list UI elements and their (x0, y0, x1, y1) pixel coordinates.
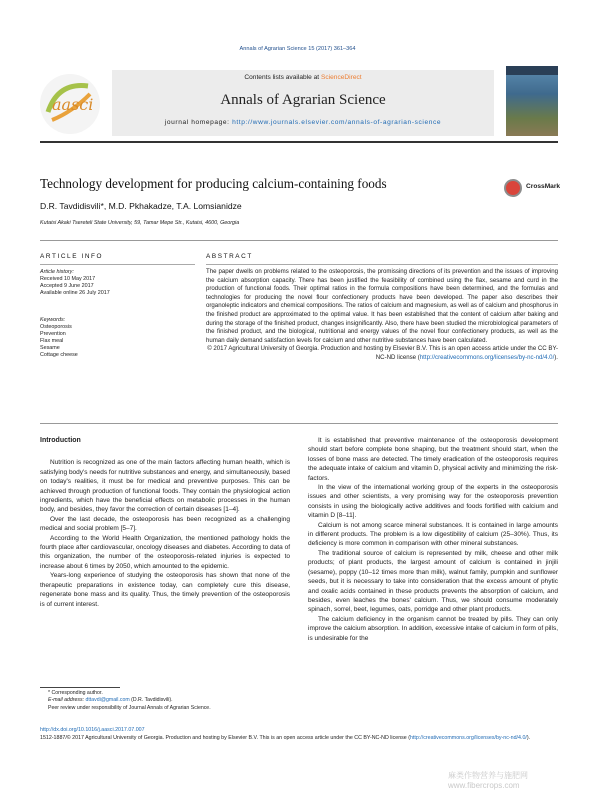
abstract-rule (206, 264, 558, 265)
paragraph: In the view of the international working group of the experts in the osteoporosis issues and other scientists, a very promising way for the osteoporosis prevention consists in using the biologically active additives and foods fortified with calcium and vitamin D [8–11]. (308, 484, 558, 520)
homepage-link[interactable]: http://www.journals.elsevier.com/annals-of-agrarian-science (232, 119, 442, 126)
paragraph: According to the World Health Organization, the mentioned pathology holds the fourth place after cardiovascular, oncology diseases and diabetes. According to data of this organization, the number of the osteoporosis-related injuries is expected to increase about 6 times by 2050, which amounted to the epidemic. (40, 534, 290, 570)
svg-text:aasci: aasci (52, 95, 94, 114)
history-label: Article history: (40, 269, 74, 275)
article-info-rule (40, 264, 195, 265)
footnote (48, 690, 308, 712)
article-title: Technology development for producing calcium-containing foods (40, 176, 387, 191)
paragraph: The calcium deficiency in the organism cannot be treated by pills. They can only improve the calcium absorption. In addition, excessive intake of calcium in form of pills, is undesirable for the (308, 615, 558, 642)
footer-license-link[interactable]: http://creativecommons.org/licenses/by-nc-nd/4.0/ (409, 734, 527, 741)
paragraph: It is established that preventive maintenance of the osteoporosis development should start before complete bone shaping, but the treatment should start, when the losses of bone mass are detected. The timely eradication of the osteoporosis requires the adequate intake of calcium and vitamin D, physical activity and minimizing the risk-factors. (308, 437, 558, 482)
email-label: E-mail address: (48, 697, 86, 704)
footer-license-suffix: ). (526, 734, 531, 741)
affiliation: Kutaisi Akaki Tsereteli State University, 59, Tamar Mepe Str., Kutaisi, 4600, Georgia (40, 220, 240, 226)
sciencedirect-link[interactable]: ScienceDirect (320, 74, 362, 81)
doi-link[interactable]: http://dx.doi.org/10.1016/j.aasci.2017.07.007 (40, 727, 145, 733)
email-suffix: (D.R. Tavdidisvili). (129, 697, 173, 704)
paragraph: Years-long experience of studying the osteoporosis has shown that none of the therapeutic preparations in existence today, can completely cure this disease, regenerate bone mass and its quality. Thus, the timely prevention of the osteoporosis is of current interest. (40, 572, 290, 608)
keywords (40, 317, 195, 359)
abstract-end-rule (40, 423, 558, 424)
watermark: 麻类作物营养与施肥网 www.fibercrops.com (448, 771, 528, 790)
body-column-left (40, 436, 290, 609)
body-column-right (308, 436, 558, 643)
journal-cover-image (506, 66, 558, 136)
license-text: © 2017 Agricultural University of Georgia. Production and hosting by Elsevier B.V. This is an open access article under the CC BY-NC-ND license ( (207, 345, 558, 361)
abstract-license (206, 345, 558, 362)
received-date: Received 10 May 2017 (40, 276, 96, 282)
license-suffix: ). (554, 353, 558, 361)
accepted-date: Accepted 9 June 2017 (40, 283, 94, 289)
email-link[interactable]: dttavdi@gmail.com (85, 697, 130, 704)
email-line (48, 697, 308, 704)
abstract-text: The paper dwells on problems related to the osteoporosis, the promissing directions of its prevention and the issues of improving the calcium absorption capacity. There has been justified the feasibility of combined using the flax, sesame and curd in the production of functional foods. Their optimal ratios in the formula compositions have been determined, and the formulas and technologies for producing the novel flour confectionery products have been developed. The paper also describes their organoleptic indicators and chemical compositions. The ratios of calcium and magnesium, as well as of calcium and phosphorus in the finished product are approximated to the optimal value. It has been established that the content of calcium after baking and during the storage of the finished product, changes insignificantly. Also, there have been studied the microbiological parameters of the finished product, and the biological, nutritional and energy values of the novel flour confectionery products, as well as the human daily demand satisfaction levels for calcium and other nutritive substances have been calculated. (206, 268, 558, 344)
contents-label: Contents lists available at (244, 74, 321, 81)
authors: D.R. Tavdidisvili*, M.D. Pkhakadze, T.A. Lomsianidze (40, 201, 242, 211)
running-head: Annals of Agrarian Science 15 (2017) 361–364 (239, 46, 356, 52)
crossmark-label[interactable]: CrossMark (526, 183, 561, 190)
article-history (40, 269, 195, 297)
abstract-heading: ABSTRACT (206, 253, 253, 260)
journal-logo (38, 72, 102, 136)
keyword: Flax meal (40, 338, 64, 344)
homepage-label: journal homepage: (164, 119, 233, 126)
journal-homepage (118, 118, 488, 127)
keyword: Cottage cheese (40, 352, 78, 358)
paragraph: Calcium is not among scarce mineral substances. It is contained in large amounts in different products. The problem is a low digestibility of calcium (25–30%). Thus, its deficiency is more common in comparison with other mineral substances. (308, 521, 558, 548)
article-info-heading: ARTICLE INFO (40, 253, 104, 260)
corresponding-author: * Corresponding author. (48, 690, 103, 696)
section-heading-introduction: Introduction (40, 437, 81, 444)
page-footer (40, 727, 558, 742)
online-date: Available online 26 July 2017 (40, 290, 110, 296)
license-link[interactable]: http://creativecommons.org/licenses/by-nc-nd/4.0/ (419, 353, 555, 361)
keywords-label: Keywords: (40, 317, 66, 323)
issn-text: 1512-1887/© 2017 Agricultural University of Georgia. Production and hosting by Elsevier B.V. This is an open access article under the CC BY-NC-ND license ( (40, 734, 410, 741)
crossmark-icon[interactable] (504, 179, 522, 197)
section-rule (40, 240, 558, 241)
footnote-rule (40, 687, 120, 688)
keyword: Osteoporosis (40, 324, 72, 330)
peer-review-note: Peer review under responsibility of Journal Annals of Agrarian Science. (48, 704, 211, 711)
journal-title: Annals of Agrarian Science (220, 92, 386, 108)
abstract-body (206, 268, 558, 363)
journal-cover-band (506, 66, 558, 75)
keyword: Prevention (40, 331, 66, 337)
paragraph: Nutrition is recognized as one of the main factors affecting human health, which is satisfying body's needs for nutritive substances and energy, and simultaneously, based on today's realities, it must be for medical and preventive purposes. This can be achieved through production of functional foods. They contain the physiological action ingredients, which have the beneficial effects on metabolic processes in the human body, and besides, they favor the correction of certain diseases [1–4]. (40, 459, 290, 514)
paragraph: The traditional source of calcium is represented by milk, cheese and other milk products; of plant products, the largest amount of calcium is contained in jinjili (sesame), poppy (10–12 times more than milk), walnut family, pumpkin and sunflower seeds, but it is necessary to take into consideration that the excess amount of phytic and oxalic acids contained in these products prevents the absorption of calcium, and besides, even leaches the bones' calcium. Thus, we should consume moderately spinach, sorrel, beet, legumes, oats, porridge and other plant products. (308, 549, 558, 614)
paragraph: Over the last decade, the osteoporosis has been recognized as a challenging medical and social problem [5–7]. (40, 515, 290, 533)
issn-line (40, 735, 558, 743)
contents-line (112, 74, 494, 81)
header-rule (40, 141, 558, 143)
keyword: Sesame (40, 345, 60, 351)
